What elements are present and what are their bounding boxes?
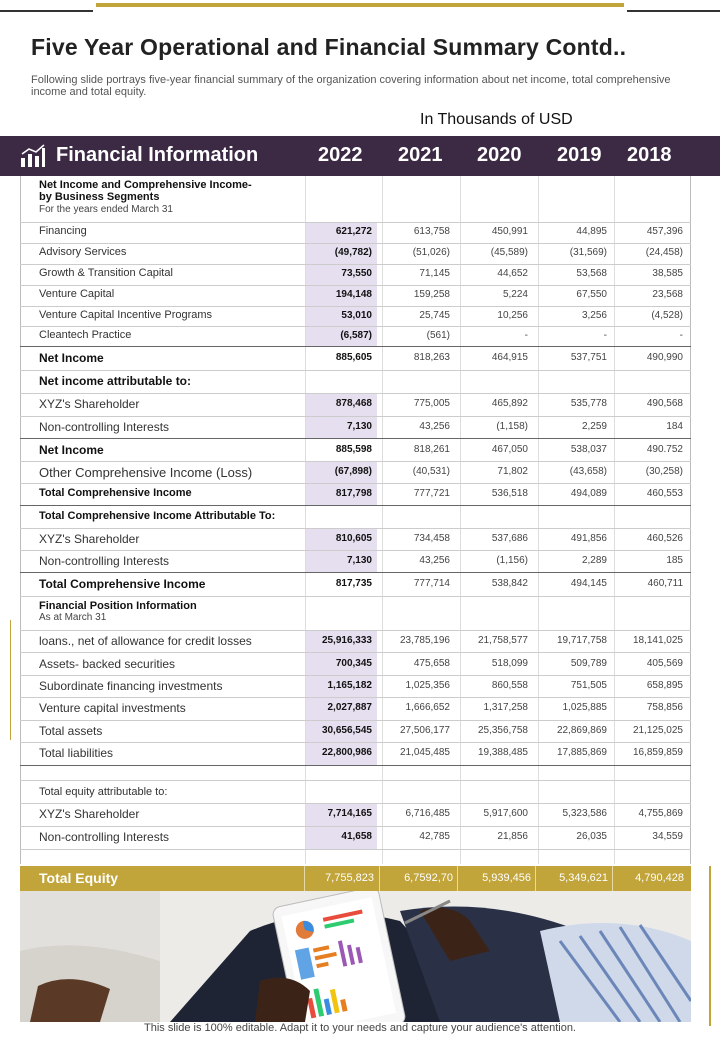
total-equity-value: 4,790,428 <box>635 872 684 884</box>
cell-value: 41,658 <box>341 831 372 842</box>
cell-value: 71,802 <box>497 466 528 477</box>
header-year: 2018 <box>627 144 672 166</box>
row-divider <box>20 285 691 286</box>
cell-value: 538,842 <box>491 578 528 589</box>
cell-value: 1,025,885 <box>562 702 607 713</box>
row-divider <box>20 264 691 265</box>
section-title: Total equity attributable to: <box>39 786 168 798</box>
photo-illustration <box>20 891 691 1022</box>
cell-value: 700,345 <box>335 658 372 669</box>
cell-value: 457,396 <box>646 226 683 237</box>
row-divider <box>20 652 691 653</box>
cell-value: 475,658 <box>413 658 450 669</box>
cell-value: (24,458) <box>645 247 683 258</box>
total-equity-value: 5,349,621 <box>559 872 608 884</box>
row-label: Cleantech Practice <box>39 329 132 341</box>
cell-value: 464,915 <box>491 352 528 363</box>
cell-value: 460,526 <box>646 533 683 544</box>
cell-value: 817,798 <box>335 488 372 499</box>
top-accent-bar <box>96 3 624 7</box>
cell-value: 73,550 <box>341 268 372 279</box>
cell-value: 25,745 <box>419 310 450 321</box>
row-label: Financing <box>39 225 87 237</box>
row-label: Net Income <box>39 443 104 457</box>
header-year: 2020 <box>477 144 522 166</box>
cell-value: 494,089 <box>570 488 607 499</box>
row-divider <box>20 346 691 347</box>
row-divider <box>20 393 691 394</box>
cell-value: 1,666,652 <box>405 702 450 713</box>
cell-value: 777,714 <box>413 578 450 589</box>
bar-chart-icon <box>20 144 46 168</box>
row-label: Venture Capital <box>39 288 115 300</box>
row-label: Total assets <box>39 724 103 738</box>
row-label: XYZ's Shareholder <box>39 807 140 821</box>
row-divider <box>20 675 691 676</box>
cell-value: 817,735 <box>335 578 372 589</box>
cell-value: 5,224 <box>502 289 528 300</box>
section-title: For the years ended March 31 <box>39 204 173 215</box>
row-divider <box>20 849 691 850</box>
right-accent-line <box>709 866 711 1026</box>
page-subtitle: Following slide portrays five-year financial summary of the organization covering information about net income, total comprehensive income and total equity. <box>31 74 671 98</box>
column-divider <box>382 176 383 864</box>
cell-value: 2,259 <box>581 421 607 432</box>
total-equity-value: 7,755,823 <box>325 872 374 884</box>
section-title: Net Income and Comprehensive Income- <box>39 179 252 191</box>
cell-value: 4,755,869 <box>638 808 683 819</box>
cell-value: (43,658) <box>569 466 607 477</box>
table-header <box>0 136 720 176</box>
cell-value: 490,990 <box>646 352 683 363</box>
row-label: Assets- backed securities <box>39 657 176 671</box>
row-divider <box>20 505 691 506</box>
cell-value: 184 <box>666 421 683 432</box>
cell-value: (67,898) <box>334 466 372 477</box>
cell-value: - <box>679 330 683 341</box>
cell-value: 537,686 <box>491 533 528 544</box>
row-divider <box>20 243 691 244</box>
column-divider <box>614 176 615 864</box>
cell-value: 535,778 <box>570 398 607 409</box>
cell-value: 5,323,586 <box>562 808 607 819</box>
row-label: Total liabilities <box>39 746 114 760</box>
cell-value: 734,458 <box>413 533 450 544</box>
footer-note: This slide is 100% editable. Adapt it to your needs and capture your audience's attention. <box>144 1022 576 1034</box>
cell-value: 494,145 <box>570 578 607 589</box>
cell-value: 21,856 <box>497 831 528 842</box>
cell-value: 16,859,859 <box>632 747 683 758</box>
row-divider <box>20 742 691 743</box>
cell-value: 21,045,485 <box>399 747 450 758</box>
cell-value: - <box>524 330 528 341</box>
row-divider <box>20 528 691 529</box>
row-label: Venture Capital Incentive Programs <box>39 309 213 321</box>
cell-value: 467,050 <box>491 444 528 455</box>
row-divider <box>20 326 691 327</box>
cell-value: (6,587) <box>340 330 372 341</box>
cell-value: 658,895 <box>646 680 683 691</box>
cell-value: 490,568 <box>646 398 683 409</box>
row-divider <box>20 306 691 307</box>
cell-value: 5,917,600 <box>483 808 528 819</box>
cell-value: 1,317,258 <box>483 702 528 713</box>
row-label: Advisory Services <box>39 246 127 258</box>
photo-tablet-dashboard <box>20 891 691 1022</box>
cell-value: 509,789 <box>570 658 607 669</box>
cell-value: 22,869,869 <box>556 725 607 736</box>
cell-value: 19,717,758 <box>556 635 607 646</box>
section-title: by Business Segments <box>39 191 160 203</box>
section-title: Net income attributable to: <box>39 374 192 388</box>
cell-value: 810,605 <box>335 533 372 544</box>
cell-value: 21,758,577 <box>477 635 528 646</box>
cell-value: 22,800,986 <box>321 747 372 758</box>
cell-value: 885,605 <box>335 352 372 363</box>
cell-value: (4,528) <box>651 310 683 321</box>
cell-value: 44,895 <box>576 226 607 237</box>
row-label: Growth & Transition Capital <box>39 267 173 279</box>
cell-value: 518,099 <box>491 658 528 669</box>
cell-value: 10,256 <box>497 310 528 321</box>
cell-value: 43,256 <box>419 421 450 432</box>
cell-value: 42,785 <box>419 831 450 842</box>
left-accent-line <box>10 620 11 740</box>
cell-value: 405,569 <box>646 658 683 669</box>
cell-value: 19,388,485 <box>477 747 528 758</box>
cell-value: 67,550 <box>576 289 607 300</box>
row-divider <box>20 461 691 462</box>
cell-value: 1,025,356 <box>405 680 450 691</box>
cell-value: 465,892 <box>491 398 528 409</box>
page-title: Five Year Operational and Financial Summary Contd.. <box>31 34 627 60</box>
cell-value: 21,125,025 <box>632 725 683 736</box>
row-label: Net Income <box>39 351 104 365</box>
cell-value: 885,598 <box>335 444 372 455</box>
cell-value: 25,356,758 <box>477 725 528 736</box>
header-year: 2021 <box>398 144 443 166</box>
cell-value: 27,506,177 <box>399 725 450 736</box>
row-label: loans., net of allowance for credit losses <box>39 634 252 648</box>
row-divider <box>20 438 691 439</box>
cell-value: 460,553 <box>646 488 683 499</box>
cell-value: 34,559 <box>652 831 683 842</box>
row-divider <box>20 826 691 827</box>
row-label: Total Comprehensive Income <box>39 487 192 499</box>
cell-value: (1,156) <box>496 555 528 566</box>
column-divider <box>538 176 539 864</box>
cell-value: - <box>603 330 607 341</box>
cell-value: 7,714,165 <box>327 808 372 819</box>
cell-value: 3,256 <box>581 310 607 321</box>
cell-value: 26,035 <box>576 831 607 842</box>
cell-value: 44,652 <box>497 268 528 279</box>
row-label: XYZ's Shareholder <box>39 397 140 411</box>
total-equity-label: Total Equity <box>39 870 119 886</box>
cell-value: 818,261 <box>413 444 450 455</box>
cell-value: 2,027,887 <box>327 702 372 713</box>
row-divider <box>20 222 691 223</box>
row-divider <box>20 780 691 781</box>
cell-value: 621,272 <box>335 226 372 237</box>
row-divider <box>20 720 691 721</box>
cell-value: 6,716,485 <box>405 808 450 819</box>
column-divider <box>460 176 461 864</box>
total-equity-bar <box>20 866 691 891</box>
cell-value: 43,256 <box>419 555 450 566</box>
cell-value: 2,289 <box>581 555 607 566</box>
cell-value: 30,656,545 <box>321 725 372 736</box>
section-title: Financial Position Information <box>39 600 197 612</box>
total-equity-value: 5,939,456 <box>482 872 531 884</box>
cell-value: 613,758 <box>413 226 450 237</box>
cell-value: (561) <box>426 330 450 341</box>
row-label: Total Comprehensive Income <box>39 577 206 591</box>
row-label: Non-controlling Interests <box>39 420 170 434</box>
cell-value: (30,258) <box>645 466 683 477</box>
row-label: Venture capital investments <box>39 701 186 715</box>
cell-value: 878,468 <box>335 398 372 409</box>
cell-value: (31,569) <box>569 247 607 258</box>
total-equity-value: 6,7592,70 <box>404 872 453 884</box>
row-label: Subordinate financing investments <box>39 679 223 693</box>
section-title: As at March 31 <box>39 612 107 623</box>
section-title: Total Comprehensive Income Attributable To: <box>39 510 276 522</box>
header-year: 2019 <box>557 144 602 166</box>
header-title: Financial Information <box>56 144 259 166</box>
cell-value: (40,531) <box>412 466 450 477</box>
cell-value: 159,258 <box>413 289 450 300</box>
column-divider <box>305 176 306 864</box>
row-divider <box>20 765 691 766</box>
cell-value: (49,782) <box>334 247 372 258</box>
cell-value: 18,141,025 <box>632 635 683 646</box>
cell-value: 860,558 <box>491 680 528 691</box>
cell-value: 491,856 <box>570 533 607 544</box>
cell-value: 450,991 <box>491 226 528 237</box>
row-label: Non-controlling Interests <box>39 830 170 844</box>
row-label: Other Comprehensive Income (Loss) <box>39 465 253 480</box>
row-divider <box>20 572 691 573</box>
row-divider <box>20 370 691 371</box>
cell-value: (51,026) <box>412 247 450 258</box>
cell-value: 38,585 <box>652 268 683 279</box>
row-label: XYZ's Shareholder <box>39 532 140 546</box>
cell-value: (45,589) <box>490 247 528 258</box>
row-divider <box>20 416 691 417</box>
cell-value: 7,130 <box>346 421 372 432</box>
cell-value: 536,518 <box>491 488 528 499</box>
cell-value: 777,721 <box>413 488 450 499</box>
cell-value: 7,130 <box>346 555 372 566</box>
cell-value: 25,916,333 <box>321 635 372 646</box>
cell-value: 23,785,196 <box>399 635 450 646</box>
cell-value: 775,005 <box>413 398 450 409</box>
cell-value: 537,751 <box>570 352 607 363</box>
cell-value: 17,885,869 <box>556 747 607 758</box>
cell-value: 758,856 <box>646 702 683 713</box>
cell-value: 490.752 <box>646 444 683 455</box>
cell-value: 818,263 <box>413 352 450 363</box>
header-year: 2022 <box>318 144 363 166</box>
row-divider <box>20 803 691 804</box>
row-label: Non-controlling Interests <box>39 554 170 568</box>
row-divider <box>20 596 691 597</box>
units-label: In Thousands of USD <box>420 111 573 128</box>
cell-value: 71,145 <box>419 268 450 279</box>
cell-value: (1,158) <box>496 421 528 432</box>
row-divider <box>20 630 691 631</box>
row-divider <box>20 483 691 484</box>
cell-value: 23,568 <box>652 289 683 300</box>
cell-value: 53,568 <box>576 268 607 279</box>
row-divider <box>20 697 691 698</box>
cell-value: 460,711 <box>647 578 683 589</box>
row-divider <box>20 550 691 551</box>
cell-value: 1,165,182 <box>327 680 372 691</box>
cell-value: 53,010 <box>341 310 372 321</box>
cell-value: 751,505 <box>570 680 607 691</box>
top-rule-left <box>0 10 93 12</box>
cell-value: 185 <box>666 555 683 566</box>
cell-value: 194,148 <box>335 289 372 300</box>
top-rule-right <box>627 10 720 12</box>
cell-value: 538,037 <box>570 444 607 455</box>
